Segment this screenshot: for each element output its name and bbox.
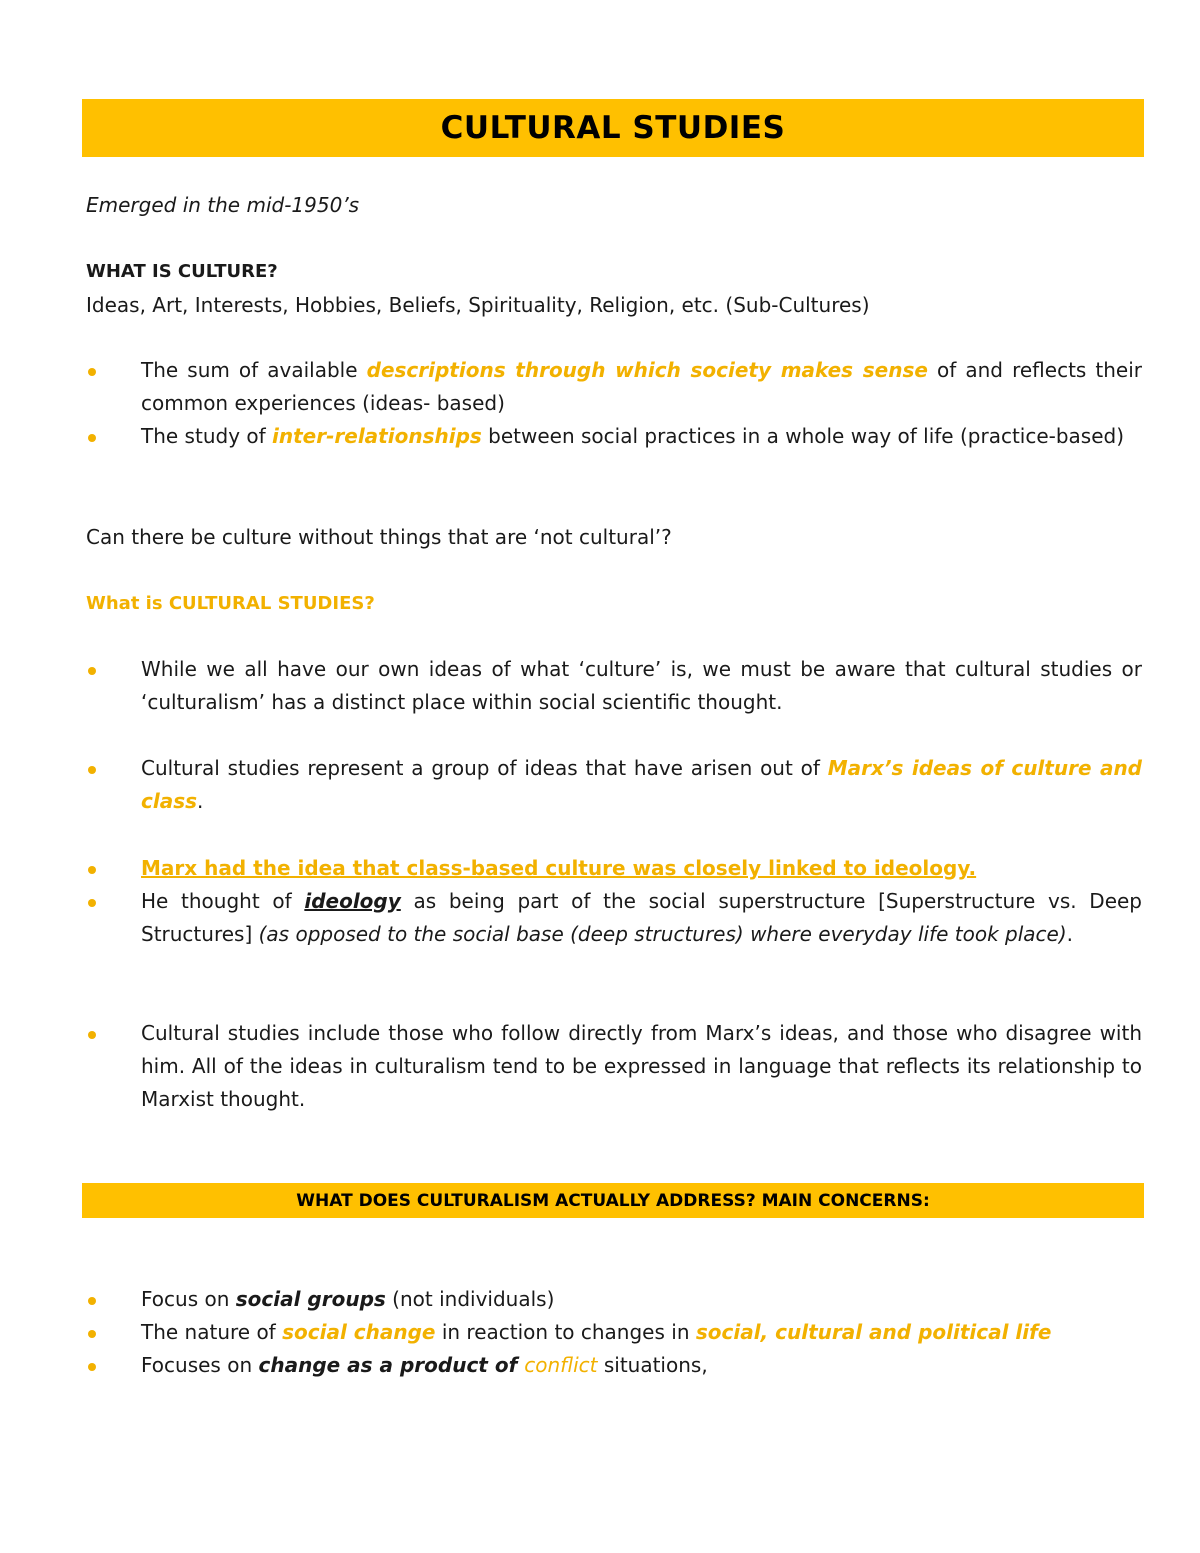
cultural-studies-list-1	[86, 653, 1142, 719]
text: Cultural studies represent a group of ideas that have arisen out of	[141, 756, 828, 780]
bullet-dot-icon	[88, 1031, 96, 1039]
text: in reaction to changes in	[435, 1320, 696, 1344]
text: .	[197, 789, 204, 813]
text: of and reflects their common experiences (ideas- based)	[141, 358, 1143, 415]
highlight-text: descriptions through which society makes sense	[366, 358, 928, 382]
concerns-heading: WHAT DOES CULTURALISM ACTUALLY ADDRESS? MAIN CONCERNS:	[296, 1190, 930, 1211]
emerged-note: Emerged in the mid-1950’s	[86, 193, 360, 217]
text: The nature of	[141, 1320, 283, 1344]
text: situations,	[597, 1353, 708, 1377]
text: He thought of	[141, 889, 305, 913]
culture-definition: Ideas, Art, Interests, Hobbies, Beliefs, Spirituality, Religion, etc. (Sub-Cultures)	[86, 293, 870, 317]
text: between social practices in a whole way of life (practice-based)	[481, 424, 1125, 448]
bullet-dot-icon	[88, 1363, 96, 1371]
bullet-dot-icon	[88, 899, 96, 907]
culture-list	[86, 354, 1142, 453]
list-item	[86, 885, 1142, 951]
highlight-text: Marx’s ideas of culture and class	[141, 756, 1142, 813]
italic-text: (as opposed to the social base (deep structures) where everyday life took place)	[258, 922, 1067, 946]
text: .	[1066, 922, 1073, 946]
bullet-dot-icon	[88, 1330, 96, 1338]
cultural-studies-heading: What is CULTURAL STUDIES?	[86, 593, 375, 614]
cultural-studies-list-2	[86, 752, 1142, 818]
bullet-dot-icon	[88, 434, 96, 442]
text: Focus on	[141, 1287, 236, 1311]
emphasis-text: social groups	[235, 1287, 386, 1311]
concerns-banner	[82, 1183, 1144, 1218]
list-item	[86, 1017, 1142, 1116]
bullet-dot-icon	[88, 866, 96, 874]
bullet-dot-icon	[88, 368, 96, 376]
highlight-text: inter-relationships	[272, 424, 482, 448]
text: as being part of the social superstructure [Superstructure vs. Deep Structures]	[141, 889, 1142, 946]
list-item	[86, 852, 1142, 885]
list-item	[86, 653, 1142, 719]
text: (not individuals)	[385, 1287, 555, 1311]
list-item	[86, 354, 1142, 420]
text: The sum of available	[141, 358, 367, 382]
text: Cultural studies include those who follow directly from Marx’s ideas, and those who disagree with him. All of the ideas in culturalism tend to be expressed in language that reflects its relationship to Marxist thought.	[141, 1021, 1142, 1111]
list-item	[86, 420, 1142, 453]
title-banner	[82, 99, 1144, 157]
cultural-studies-list-4	[86, 1017, 1142, 1116]
page-title: CULTURAL STUDIES	[440, 110, 786, 146]
concerns-list	[86, 1283, 1142, 1382]
list-item	[86, 1283, 1142, 1316]
list-item	[86, 752, 1142, 818]
highlight-text: conflict	[524, 1353, 598, 1377]
list-item	[86, 1316, 1142, 1349]
keyword-text: ideology	[304, 889, 401, 913]
text: Focuses on	[141, 1353, 259, 1377]
text: The study of	[141, 424, 273, 448]
bullet-dot-icon	[88, 1297, 96, 1305]
cultural-studies-list-3	[86, 852, 1142, 951]
highlight-text: social, cultural and political life	[695, 1320, 1052, 1344]
emphasis-text: change as a product of	[258, 1353, 525, 1377]
text: While we all have our own ideas of what ‘culture’ is, we must be aware that cultural studies or ‘culturalism’ has a distinct place within social scientific thought.	[141, 657, 1142, 714]
culture-heading: WHAT IS CULTURE?	[86, 261, 278, 282]
culture-question: Can there be culture without things that are ‘not cultural’?	[86, 525, 672, 549]
bullet-dot-icon	[88, 667, 96, 675]
highlight-text: social change	[282, 1320, 436, 1344]
bullet-dot-icon	[88, 766, 96, 774]
list-item	[86, 1349, 1142, 1382]
highlight-text: Marx had the idea that class-based culture was closely linked to ideology.	[141, 856, 977, 880]
